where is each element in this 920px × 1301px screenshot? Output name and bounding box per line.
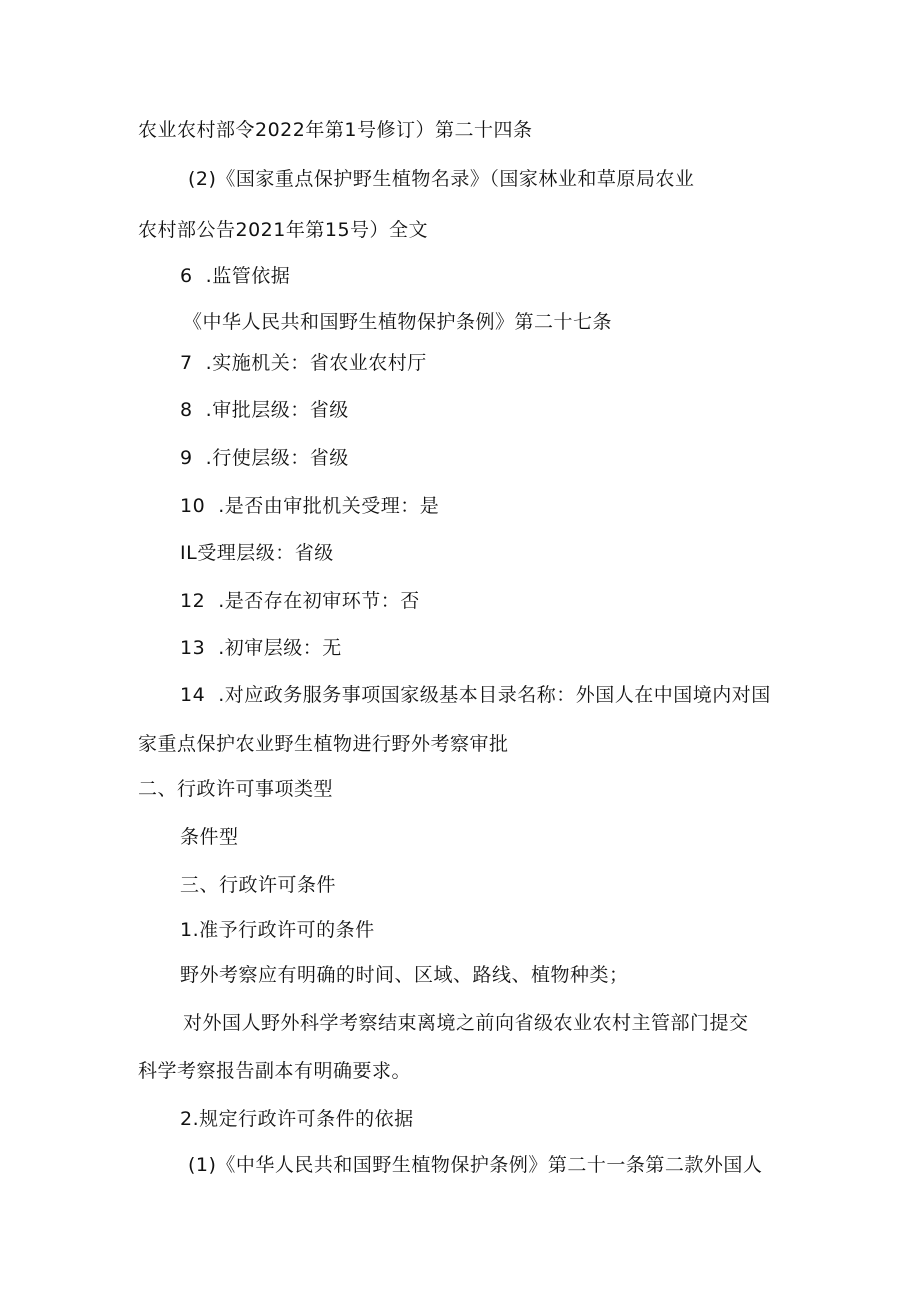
text-line-13: 14 .对应政务服务事项国家级基本目录名称：外国人在中国境内对国	[180, 684, 771, 706]
section-heading-2: 二、行政许可事项类型	[138, 778, 334, 800]
text-line-19: 野外考察应有明确的时间、区域、路线、植物种类；	[180, 964, 629, 986]
text-line-18: 1.准予行政许可的条件	[180, 919, 375, 941]
text-line-3: 农村部公告2021年第15号）全文	[138, 219, 429, 241]
text-line-16: 条件型	[180, 826, 239, 848]
text-line-7: 8 .审批层级：省级	[180, 399, 349, 421]
text-line-22: 2.规定行政许可条件的依据	[180, 1108, 414, 1130]
text-line-12: 13 .初审层级：无	[180, 637, 342, 659]
text-line-4: 6 .监管依据	[180, 265, 291, 287]
text-line-6: 7 .实施机关：省农业农村厅	[180, 352, 427, 374]
section-heading-3: 三、行政许可条件	[180, 874, 337, 896]
text-line-14: 家重点保护农业野生植物进行野外考察审批	[138, 733, 509, 755]
text-line-20: 对外国人野外科学考察结束离境之前向省级农业农村主管部门提交	[183, 1012, 749, 1034]
text-line-2: (2)《国家重点保护野生植物名录》（国家林业和草原局农业	[188, 168, 695, 190]
text-line-21: 科学考察报告副本有明确要求。	[138, 1060, 412, 1082]
text-line-5: 《中华人民共和国野生植物保护条例》第二十七条	[183, 311, 613, 333]
text-line-10: IL受理层级：省级	[180, 542, 334, 564]
text-line-11: 12 .是否存在初审环节：否	[180, 590, 420, 612]
text-line-9: 10 .是否由审批机关受理：是	[180, 495, 440, 517]
text-line-1: 农业农村部令2022年第1号修订）第二十四条	[138, 119, 533, 141]
text-line-8: 9 .行使层级：省级	[180, 447, 349, 469]
text-line-23: (1)《中华人民共和国野生植物保护条例》第二十一条第二款外国人	[188, 1154, 763, 1176]
